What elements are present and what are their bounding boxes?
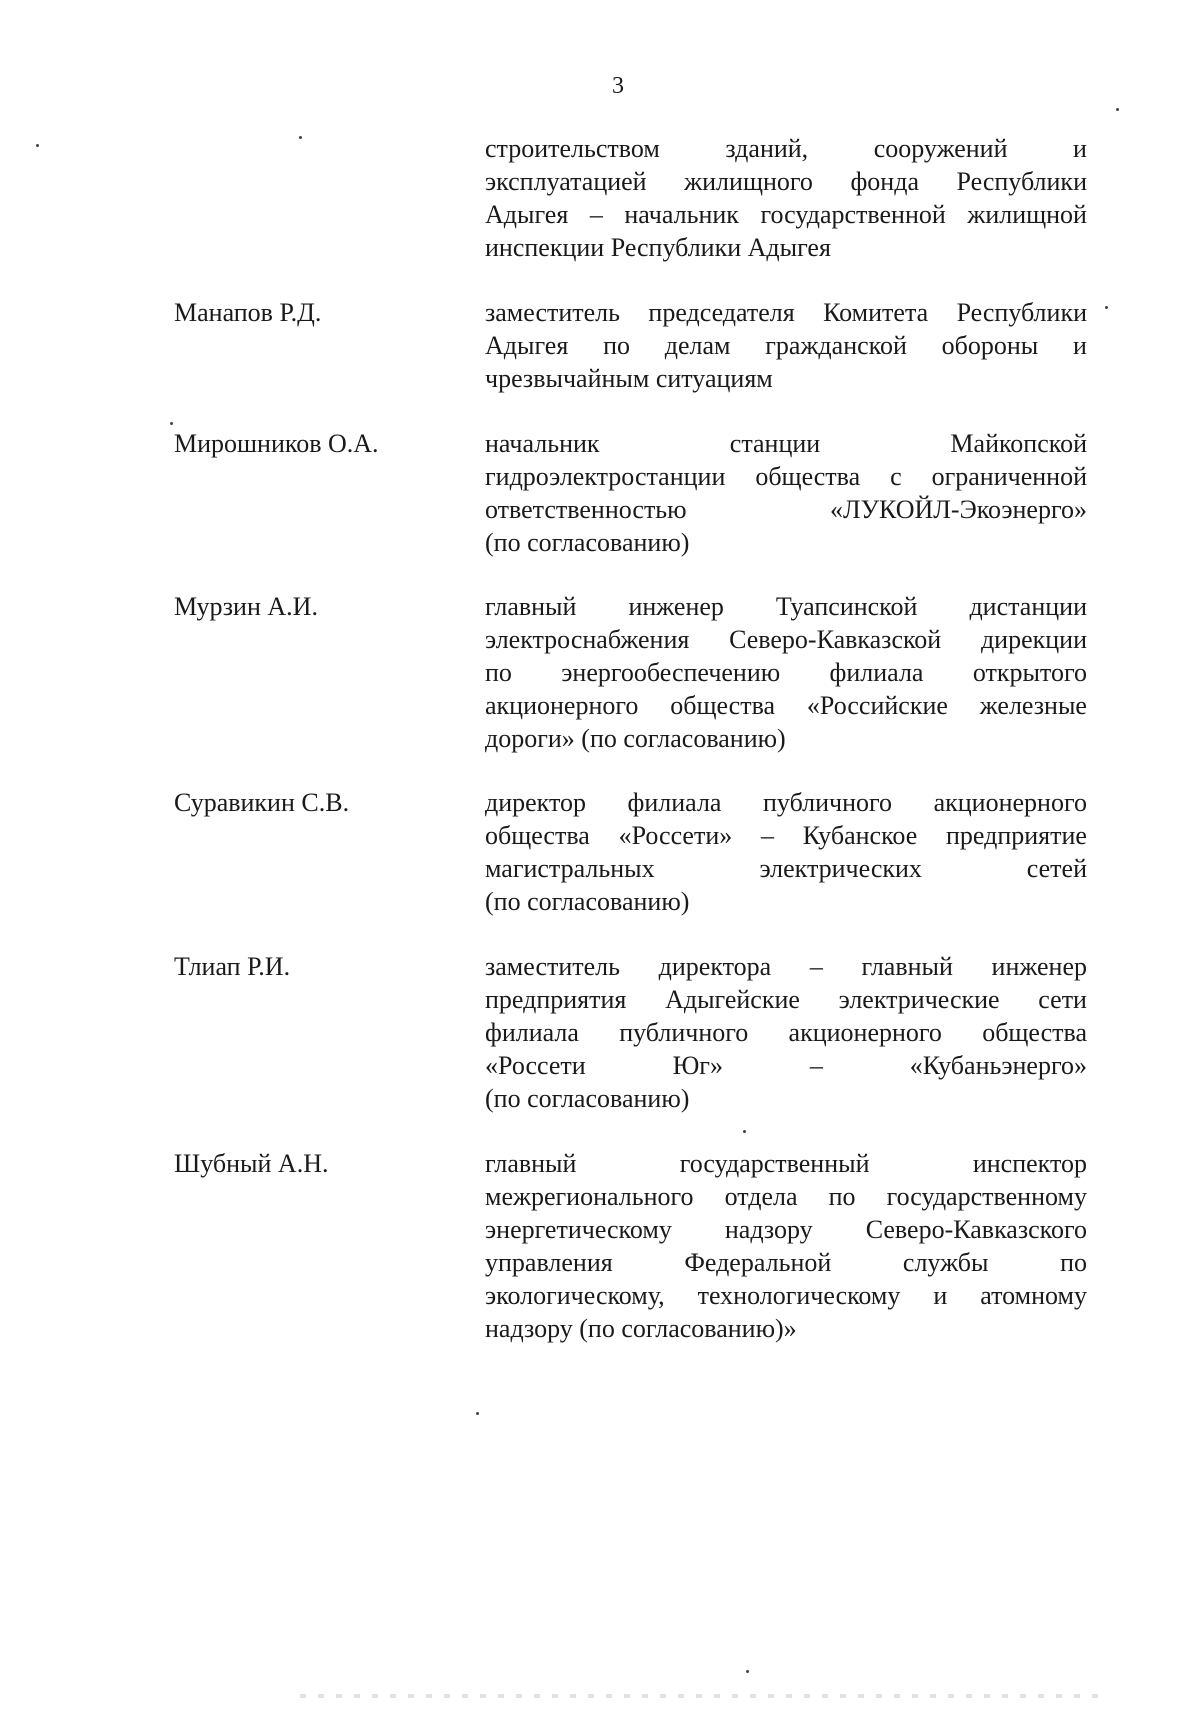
position-line: (по согласованию) — [485, 1084, 690, 1113]
scan-speck — [476, 1412, 479, 1415]
position-line: энергетическому надзору Северо-Кавказского — [485, 1215, 1087, 1244]
position-line: начальник станции Майкопской — [485, 429, 1087, 458]
member-name: Мурзин А.И. — [174, 592, 318, 621]
position-line: (по согласованию) — [485, 887, 690, 916]
member-position — [485, 132, 1087, 264]
position-line: акционерного общества «Российские железные — [485, 691, 1087, 720]
position-line: главный инженер Туапсинской дистанции — [485, 592, 1087, 621]
position-line: по энергообеспечению филиала открытого — [485, 658, 1087, 687]
member-name: Мирошников О.А. — [174, 429, 379, 458]
scan-speck — [1116, 108, 1119, 111]
position-line: ответственностью «ЛУКОЙЛ-Экоэнерго» — [485, 495, 1087, 524]
member-position — [485, 1147, 1087, 1345]
member-name: Шубный А.Н. — [174, 1149, 329, 1178]
position-line: дороги» (по согласованию) — [485, 724, 786, 753]
position-line: экологическому, технологическому и атомному — [485, 1281, 1087, 1310]
member-position — [485, 950, 1087, 1115]
position-line: межрегионального отдела по государственному — [485, 1182, 1087, 1211]
scan-speck — [170, 422, 173, 425]
position-line: главный государственный инспектор — [485, 1149, 1087, 1178]
scan-speck — [743, 1130, 746, 1133]
scan-speck — [1105, 306, 1108, 309]
position-line: гидроэлектростанции общества с ограниченной — [485, 462, 1087, 491]
position-line: общества «Россети» – Кубанское предприятие — [485, 821, 1087, 850]
scan-speck — [299, 136, 302, 139]
member-position — [485, 296, 1087, 395]
position-line: магистральных электрических сетей — [485, 854, 1087, 883]
position-line: (по согласованию) — [485, 528, 690, 557]
member-position — [485, 427, 1087, 559]
page-number: 3 — [612, 73, 624, 99]
position-line: эксплуатацией жилищного фонда Республики — [485, 167, 1087, 196]
position-line: «Россети Юг» – «Кубаньэнерго» — [485, 1051, 1087, 1080]
position-line: инспекции Республики Адыгея — [485, 233, 831, 262]
position-line: директор филиала публичного акционерного — [485, 788, 1087, 817]
position-line: Адыгея по делам гражданской обороны и — [485, 331, 1087, 360]
position-line: чрезвычайным ситуациям — [485, 364, 773, 393]
position-line: заместитель председателя Комитета Республики — [485, 298, 1087, 327]
member-position — [485, 786, 1087, 918]
position-line: управления Федеральной службы по — [485, 1248, 1087, 1277]
position-line: надзору (по согласованию)» — [485, 1314, 797, 1343]
position-line: строительством зданий, сооружений и — [485, 134, 1087, 163]
member-position — [485, 590, 1087, 755]
position-line: заместитель директора – главный инженер — [485, 952, 1087, 981]
position-line: предприятия Адыгейские электрические сети — [485, 985, 1087, 1014]
scan-speck — [746, 1670, 749, 1673]
scan-speck — [36, 144, 39, 147]
position-line: электроснабжения Северо-Кавказской дирекции — [485, 625, 1087, 654]
member-name: Тлиап Р.И. — [174, 952, 291, 981]
position-line: Адыгея – начальник государственной жилищной — [485, 200, 1087, 229]
member-name: Суравикин С.В. — [174, 788, 350, 817]
member-name: Манапов Р.Д. — [174, 298, 322, 327]
scan-edge — [300, 1694, 1100, 1698]
position-line: филиала публичного акционерного общества — [485, 1018, 1087, 1047]
